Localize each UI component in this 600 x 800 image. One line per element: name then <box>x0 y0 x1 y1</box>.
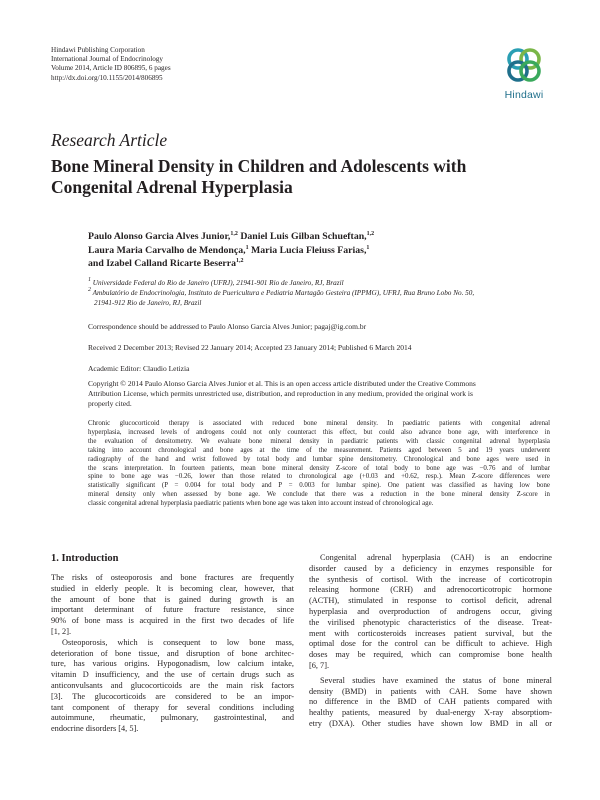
body-line: deterioration of bone tissue, and disruption of bone architec- <box>51 648 294 658</box>
correspondence: Correspondence should be addressed to Paulo Alonso Garcia Alves Junior; pagaj@ig.com.br <box>88 322 367 331</box>
hindawi-logo <box>497 42 551 102</box>
body-line: etry (DXA). Other studies have shown low BMD in all or <box>309 718 552 728</box>
author-affil-sup: 1 <box>366 244 370 251</box>
author-name: Paulo Alonso Garcia Alves Junior, <box>88 231 231 242</box>
affiliation-text: 21941-912 Rio de Janeiro, RJ, Brazil <box>94 299 202 307</box>
author-affil-sup: 1 <box>245 244 249 251</box>
author-name: Maria Lucia Fleiuss Farias, <box>251 244 367 256</box>
author-affil-sup: 1,2 <box>236 258 244 264</box>
title-line: Congenital Adrenal Hyperplasia <box>51 176 293 197</box>
affiliation-1 <box>88 278 558 288</box>
copyright-notice <box>88 379 550 409</box>
article-type: Research Article <box>51 130 168 150</box>
author-list <box>88 230 558 271</box>
author-affil-sup: 1,2 <box>230 231 238 237</box>
body-line: important determinant of future fracture resistance, since <box>51 605 294 615</box>
doi-link[interactable]: http://dx.doi.org/10.1155/2014/806895 <box>51 73 163 82</box>
body-line: hyperplasia and overproduction of androgens occur, giving <box>309 606 552 616</box>
abstract-line: the evaluation of densitometry. We evaluate bone mineral density in paediatric patients with classic congenital adrenal hyperplasia <box>88 437 550 445</box>
author-affil-sup: 1,2 <box>366 231 375 237</box>
body-line: vitamin D insufficiency, and the use of certain drugs such as <box>51 670 294 680</box>
affiliation-2-cont <box>88 298 558 308</box>
body-line: the amount of bone that is gained during growth is an <box>51 594 294 604</box>
affiliation-text: Ambulatório de Endocrinologia, Instituto de Puericultura e Pediatria Martagão Gesteira (IPPMG), UFRJ, Rua Bruno Lobo No. 50, <box>92 289 475 297</box>
author-name: Laura Maria Carvalho de Mendonça, <box>88 244 246 256</box>
abstract <box>88 420 550 509</box>
body-line: 90% of bone mass is acquired in the first two decades of life <box>51 616 294 626</box>
body-line: doses may be required, which can compromise bone health <box>309 650 552 660</box>
author-name: and Izabel Calland Ricarte Beserra <box>88 258 237 269</box>
copyright-line: Attribution License, which permits unrestricted use, distribution, and reproduction in any medium, provided the original work is <box>88 389 473 398</box>
publication-info <box>51 46 171 83</box>
affiliation-2 <box>88 288 558 298</box>
body-line: tant component of therapy for several conditions including <box>51 702 294 712</box>
body-line: [3]. The glucocorticoids are considered to be an impor- <box>51 691 294 701</box>
academic-editor: Academic Editor: Claudio Letizia <box>88 364 190 373</box>
abstract-line: statistically significant (P = 0.004 for total body and P = 0.003 for lumbar spine). One patient was classified as having low bone <box>88 482 550 490</box>
body-line: The risks of osteoporosis and bone fractures are frequently <box>51 573 294 582</box>
body-line: the virilised phenotypic characteristics of the disease. Treat- <box>309 617 552 627</box>
body-line: anticonvulsants and glucocorticoids are the main risk factors <box>51 680 294 690</box>
article-dates: Received 2 December 2013; Revised 22 January 2014; Accepted 23 January 2014; Published 6 March 2014 <box>88 343 412 352</box>
body-column-left <box>51 573 294 735</box>
body-line: density (BMD) in patients with CAH. Some have shown <box>309 686 552 696</box>
body-line: [6, 7]. <box>309 660 330 670</box>
affiliation-sup: 1 <box>88 277 91 283</box>
abstract-line: the scans interpretation. In fourteen patients, mean bone mineral density Z-score of total body to bone age was −0.76 and of lumbar <box>88 464 550 472</box>
publisher-name: Hindawi Publishing Corporation <box>51 46 145 54</box>
abstract-line: classic congenital adrenal hyperplasia paediatric patients when bone age was taken into account instead of chronological age. <box>88 500 434 508</box>
title-line: Bone Mineral Density in Children and Adolescents with <box>51 156 467 176</box>
author-line <box>88 257 558 271</box>
body-line: [1, 2]. <box>51 626 72 636</box>
abstract-line: hyperplasia, increased levels of androgens could not only counteract this effect, but could also advance bone age, with interference in <box>88 428 550 436</box>
abstract-line: spine to bone age was −0.26, lower than those related to chronological age (+0.03 and +0.62, resp.). Mean Z-score differences were <box>88 473 550 481</box>
abstract-line: radiography of the hand and wrist followed by total body and lumbar spine densitometry. Chronological and bone ages were used in <box>88 455 550 463</box>
abstract-line: taking into account chronological and bone ages at the time of the measurement. Patients aged between 5 and 19 years underwent <box>88 446 550 454</box>
affiliation-sup: 2 <box>88 287 91 293</box>
body-line: ment with corticosteroids increases patient survival, but the <box>309 628 552 638</box>
body-line: Several studies have examined the status of bone mineral <box>320 675 552 685</box>
body-line: Congenital adrenal hyperplasia (CAH) is an endocrine <box>320 553 552 562</box>
volume-info: Volume 2014, Article ID 806895, 6 pages <box>51 64 171 73</box>
article-title <box>51 156 551 197</box>
body-line: healthy patients, measured by dual-energy X-ray absorptiom- <box>309 708 552 718</box>
body-line: disorder caused by a deficiency in enzymes responsible for <box>309 563 552 573</box>
hindawi-logo-text: Hindawi <box>504 89 544 101</box>
body-line: no difference in the BMD of CAH patients compared with <box>309 697 552 707</box>
body-line: endocrine disorders [4, 5]. <box>51 724 139 734</box>
affiliation-text: Universidade Federal do Rio de Janeiro (UFRJ), 21941-901 Rio de Janeiro, RJ, Brazil <box>92 279 344 287</box>
journal-name: International Journal of Endocrinology <box>51 55 163 64</box>
body-column-right <box>309 553 552 730</box>
copyright-line: Copyright © 2014 Paulo Alonso Garcia Alves Junior et al. This is an open access article distributed under the Creative Commons <box>88 379 476 388</box>
body-line: (ACTH), stimulated in response to cortisol deficit, adrenal <box>309 596 552 606</box>
body-line: Osteoporosis, which is consequent to low bone mass, <box>62 637 294 647</box>
author-name: Daniel Luis Gilban Schueftan, <box>240 231 367 242</box>
section-heading-introduction: 1. Introduction <box>51 553 119 564</box>
body-line: autoimmune, rheumatic, pulmonary, gastrointestinal, and <box>51 713 294 723</box>
author-line <box>88 244 558 258</box>
body-line: releasing hormone (CRH) and adrenocorticotropic hormone <box>309 585 552 595</box>
abstract-line: mineral density only when assessed by bone age. We conclude that there was a reduction in the bone mineral density Z-score in <box>88 491 550 499</box>
abstract-line: Chronic glucocorticoid therapy is associated with reduced bone mineral density. In paediatric patients with congenital adrenal <box>88 420 550 427</box>
affiliations <box>88 278 558 308</box>
copyright-line: properly cited. <box>88 399 132 408</box>
body-line: optimal dose for the control can be difficult to achieve. High <box>309 639 552 649</box>
body-line: ture, has various origins. Hypogonadism, low calcium intake, <box>51 659 294 669</box>
body-line: studied in elderly people. It is becoming clear, however, that <box>51 583 294 593</box>
hindawi-logo-icon <box>497 42 551 88</box>
author-line <box>88 230 558 244</box>
body-line: the synthesis of cortisol. With the increase of corticotropin <box>309 574 552 584</box>
